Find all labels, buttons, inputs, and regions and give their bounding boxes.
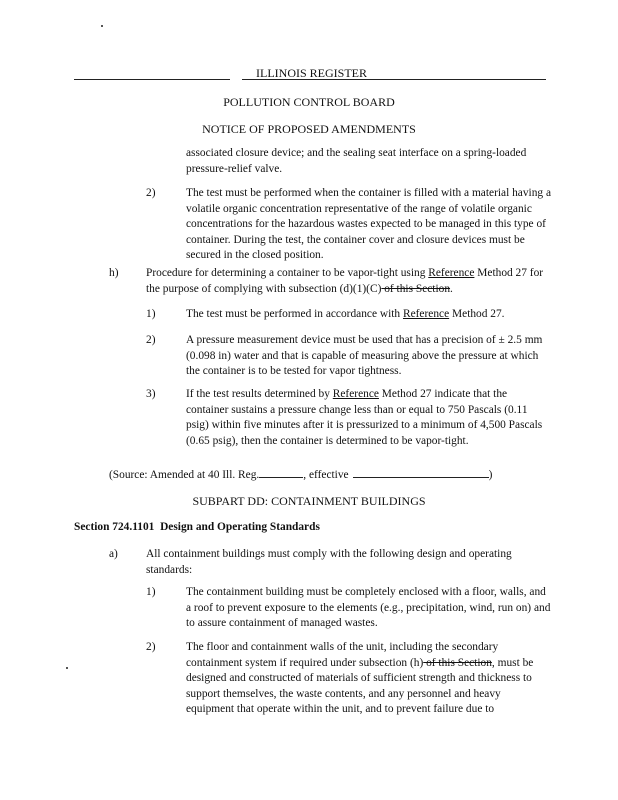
h-sub-1-pre: The test must be performed in accordance with xyxy=(186,308,403,320)
item-a-number: a) xyxy=(109,548,118,560)
effective-date-blank xyxy=(353,477,489,478)
h-sub-1-reference: Reference xyxy=(402,308,450,320)
source-close: ) xyxy=(488,469,493,481)
item-number: 2) xyxy=(146,187,156,199)
h-sub-1-post: Method 27. xyxy=(449,308,505,320)
a-sub-2-text xyxy=(186,640,548,718)
item-h-reference: Reference xyxy=(428,267,475,279)
notice-title: NOTICE OF PROPOSED AMENDMENTS xyxy=(202,122,416,136)
item-h-number: h) xyxy=(109,267,119,279)
a-sub-1-text: The containment building must be completely enclosed with a floor, walls, and a roof to prevent exposure to the elements (e.g., precipitation, wind, run on) and to assure containment of managed wastes. xyxy=(186,586,551,630)
item-h-post: . xyxy=(450,282,453,295)
h-sub-2-text: A pressure measurement device must be used that has a precision of ± 2.5 mm (0.098 in) water and that is capable of measuring above the pressure at which the container is to be tested for vapor tightness. xyxy=(186,334,543,378)
h-sub-3-pre: If the test results determined by xyxy=(186,388,333,400)
a-sub-number: 2) xyxy=(146,641,156,653)
a-sub-number: 1) xyxy=(146,586,156,598)
item-2-text: The test must be performed when the container is filled with a material having a volatile organic concentration representative of the range of volatile organic concentrations for the hazardous wastes expected to be managed in this type of container. During the test, the container cover and closure devices must be secured in the closed position. xyxy=(186,187,552,262)
reg-page-blank xyxy=(259,477,303,478)
scan-speck xyxy=(101,25,103,27)
h-sub-number: 1) xyxy=(146,308,156,320)
a-sub-2-pre: The floor and containment walls of the unit, including the secondary containment system if required under subsection (h) xyxy=(186,641,499,669)
source-amended: (Source: Amended at 40 Ill. Reg. xyxy=(109,469,260,481)
source-line xyxy=(109,468,549,484)
continuation-text: associated closure device; and the sealing seat interface on a spring-loaded pressure-relief valve. xyxy=(186,147,527,175)
h-sub-3-reference: Reference xyxy=(332,388,379,400)
subpart-heading: SUBPART DD: CONTAINMENT BUILDINGS xyxy=(192,494,426,508)
header-rule-left xyxy=(74,79,230,80)
h-sub-number: 3) xyxy=(146,388,156,400)
a-sub-2-strikethrough: of this Section xyxy=(423,656,492,669)
agency-name: POLLUTION CONTROL BOARD xyxy=(223,95,395,109)
h-sub-1-text xyxy=(186,307,556,323)
h-sub-number: 2) xyxy=(146,334,156,346)
section-heading: Section 724.1101 Design and Operating Standards xyxy=(74,521,320,533)
item-h-text xyxy=(146,266,546,297)
item-h-mid: Method 27 for the purpose of complying with subsection (d)(1)(C) xyxy=(146,267,544,295)
scan-speck xyxy=(66,667,68,669)
item-a-text: All containment buildings must comply with the following design and operating standards: xyxy=(146,548,512,576)
item-h-pre: Procedure for determining a container to be vapor-tight using xyxy=(146,267,429,279)
a-sub-2-post: , must be designed and constructed of materials of sufficient strength and thickness to support themselves, the waste contents, and any personnel and heavy equipment that operate within the unit, and to prevent failure due to xyxy=(186,656,534,716)
h-sub-3-text xyxy=(186,387,544,449)
register-title: ILLINOIS REGISTER xyxy=(256,66,367,80)
source-effective: , effective xyxy=(303,469,349,481)
h-sub-3-post: Method 27 indicate that the container sustains a pressure change less than or equal to 750 Pascals (0.11 psig) within five minutes after it is pressurized to a minimum of 4,500 Pascals (0.65 psig), then the container is determined to be vapor-tight. xyxy=(186,388,543,447)
item-h-strikethrough: of this Section xyxy=(381,282,451,295)
